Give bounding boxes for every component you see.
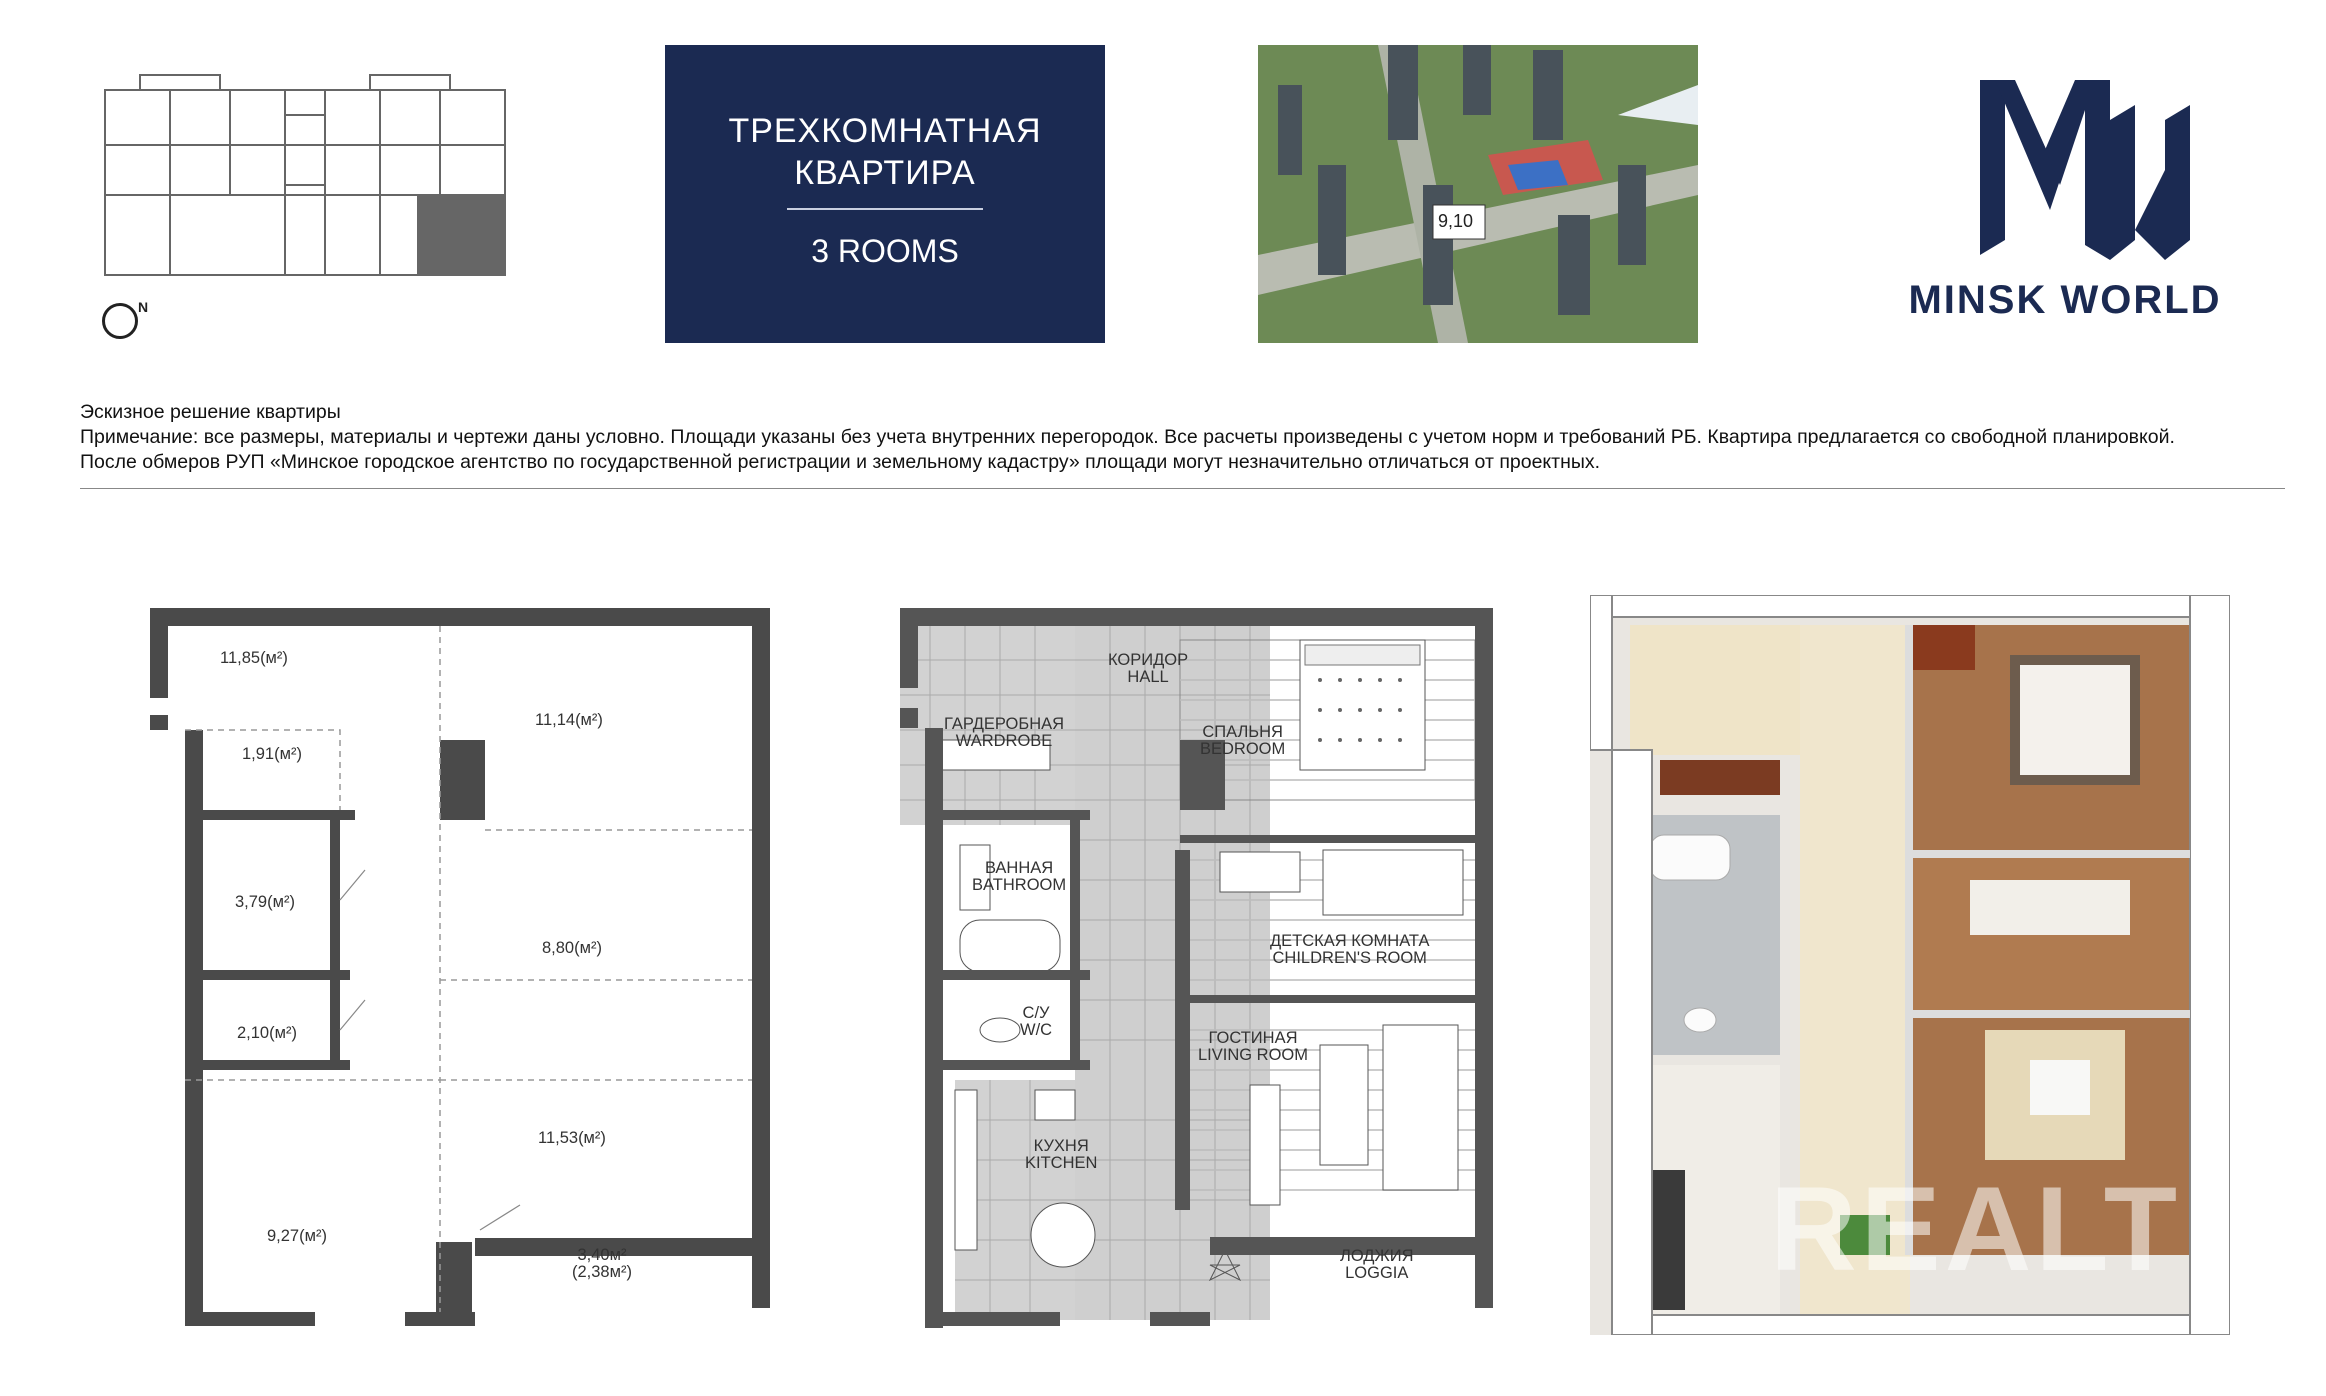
room-childrens-en: CHILDREN'S ROOM (1272, 949, 1427, 967)
floor-key-plan (80, 45, 510, 340)
compass-label: N (138, 299, 149, 315)
minsk-world-logo (1880, 60, 2250, 330)
room-wc-en: W/C (1020, 1021, 1053, 1039)
room-bathroom-en: BATHROOM (972, 876, 1067, 894)
room-hall (1108, 652, 1188, 686)
room-kitchen (1025, 1138, 1097, 1172)
notes-heading: Эскизное решение квартиры (80, 401, 341, 423)
area-3-79: 3,79(м²) (235, 893, 295, 911)
room-kitchen-en: KITCHEN (1025, 1154, 1098, 1172)
area-9-27: 9,27(м²) (267, 1227, 327, 1245)
title-ru (665, 110, 1105, 194)
room-wc (1020, 1005, 1052, 1039)
furnished-plan (880, 600, 1500, 1330)
area-8-80: 8,80(м²) (542, 939, 602, 957)
room-hall-ru: КОРИДОР (1108, 651, 1189, 669)
room-childrens-ru: ДЕТСКАЯ КОМНАТА (1270, 932, 1430, 950)
room-loggia-ru: ЛОДЖИЯ (1340, 1247, 1414, 1265)
room-bathroom-ru: ВАННАЯ (984, 859, 1054, 877)
room-living-ru: ГОСТИНАЯ (1208, 1029, 1298, 1047)
title-en: 3 ROOMS (811, 233, 959, 269)
notes-line1: Примечание: все размеры, материалы и чертежи даны условно. Площади указаны без учета внутренних перегородок. Все расчеты произведены с учетом норм и требований РБ. Квартира предлагается со свободной планировкой. (80, 426, 2175, 448)
room-loggia (1340, 1248, 1414, 1282)
room-bedroom (1200, 724, 1285, 758)
room-bedroom-en: BEDROOM (1200, 740, 1286, 758)
room-bathroom (972, 860, 1066, 894)
compass-icon (102, 303, 138, 339)
area-loggia (572, 1247, 632, 1281)
mw-monogram-icon (1880, 60, 2250, 270)
area-2-10: 2,10(м²) (237, 1024, 297, 1042)
area-11-53: 11,53(м²) (538, 1129, 606, 1147)
room-wardrobe-ru: ГАРДЕРОБНАЯ (944, 715, 1065, 733)
apartment-type-banner (665, 45, 1105, 343)
watermark: REALT (1770, 1162, 2182, 1296)
room-living (1198, 1030, 1308, 1064)
area-loggia-total: 3,40м² (577, 1246, 627, 1264)
notes-line2: После обмеров РУП «Минское городское агентство по государственной регистрации и земельному кадастру» площади могут незначительно отличаться от проектных. (80, 451, 1601, 473)
area-plan (140, 600, 780, 1330)
logo-text: MINSK WORLD (1908, 278, 2222, 322)
notes-block (80, 400, 2290, 475)
room-bedroom-ru: СПАЛЬНЯ (1202, 723, 1283, 741)
room-wardrobe-en: WARDROBE (955, 732, 1053, 750)
area-1-91: 1,91(м²) (242, 745, 302, 763)
title-ru-line1: ТРЕХКОМНАТНАЯ (728, 112, 1042, 150)
room-kitchen-ru: КУХНЯ (1033, 1137, 1089, 1155)
area-plan-walls (140, 600, 780, 1330)
room-childrens (1270, 933, 1429, 967)
aerial-site-image (1258, 45, 1698, 343)
room-wardrobe (944, 716, 1064, 750)
title-ru-line2: КВАРТИРА (794, 154, 976, 192)
room-wc-ru: С/У (1022, 1004, 1050, 1022)
area-11-14: 11,14(м²) (535, 711, 603, 729)
area-11-85: 11,85(м²) (220, 649, 288, 667)
room-loggia-en: LOGGIA (1345, 1264, 1409, 1282)
aerial-building-label: 9,10 (1438, 211, 1474, 231)
title-divider (787, 208, 983, 210)
room-living-en: LIVING ROOM (1198, 1046, 1309, 1064)
room-hall-en: HALL (1127, 668, 1169, 686)
area-loggia-reduced: (2,38м²) (572, 1263, 632, 1281)
notes-divider (80, 488, 2285, 489)
